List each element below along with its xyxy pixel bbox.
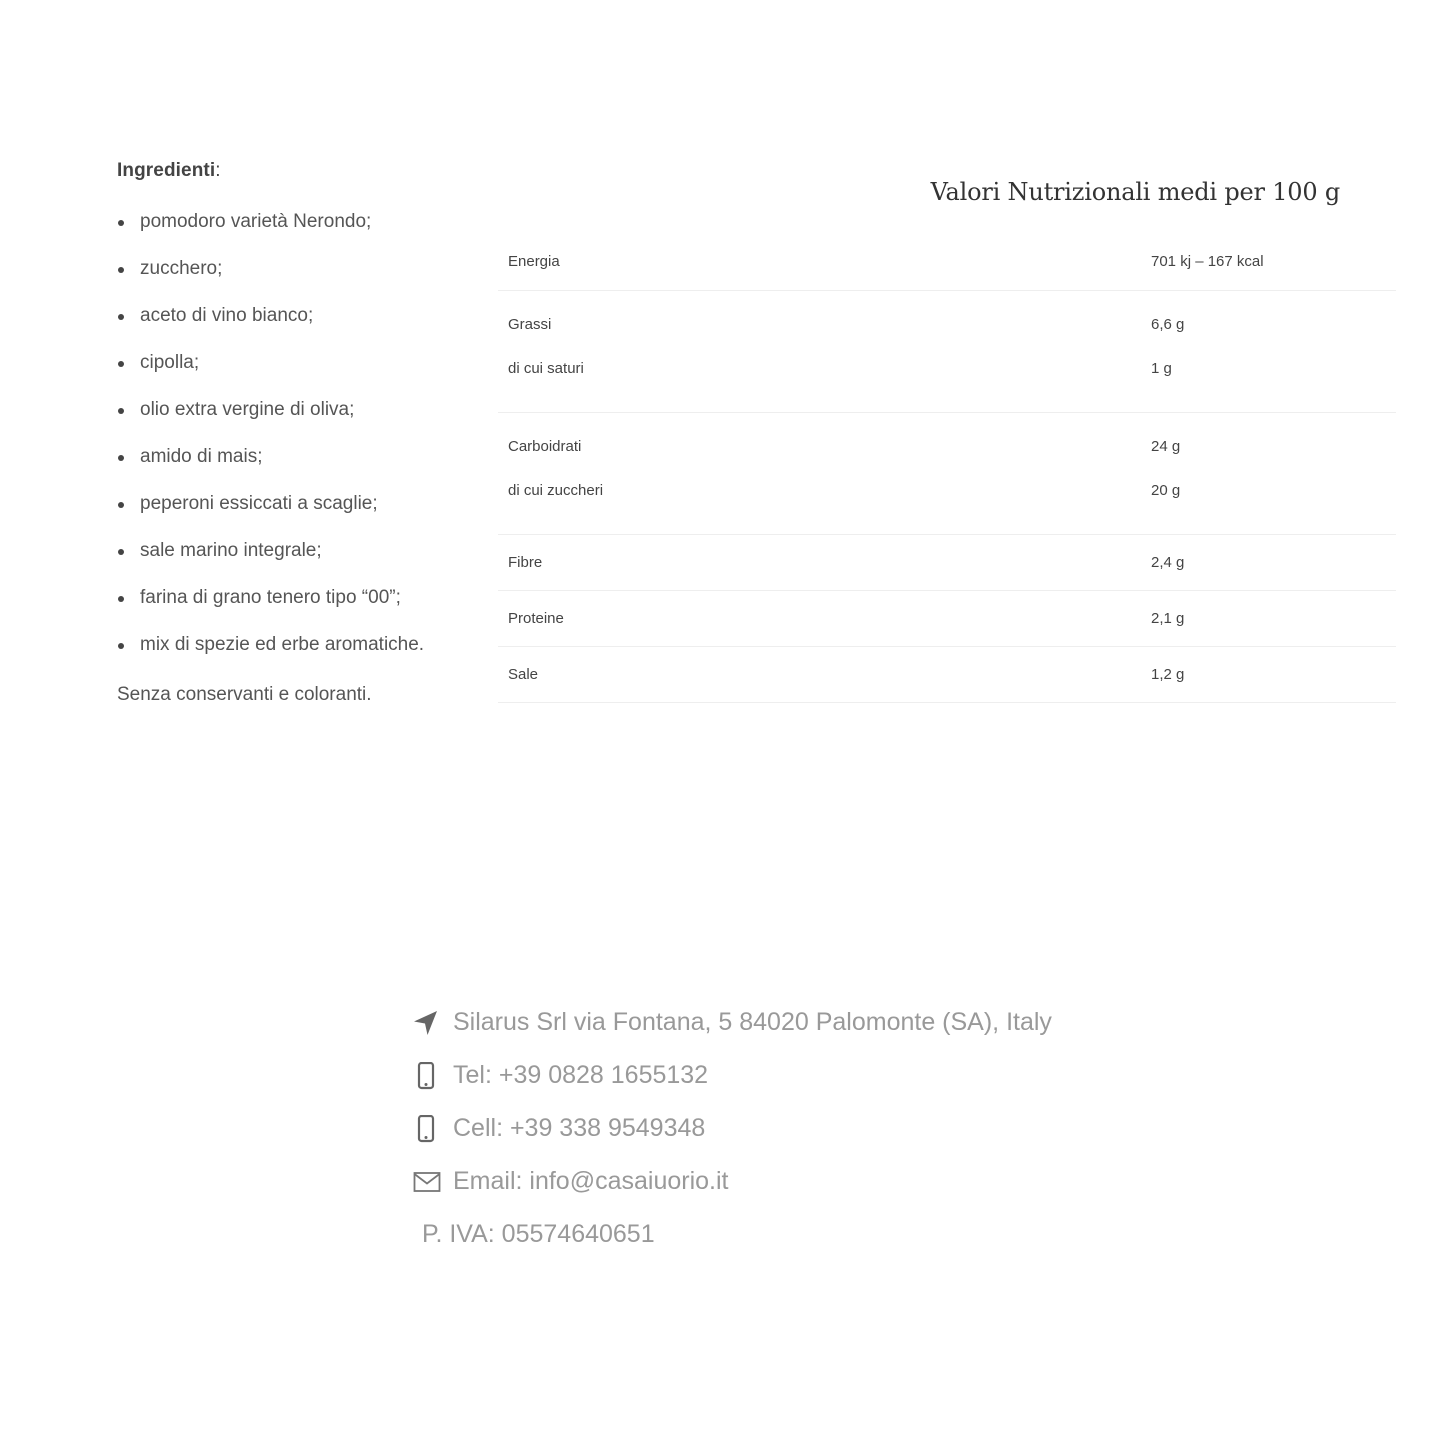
ingredients-title: Ingredienti [117,160,216,181]
contact-address [413,996,1113,1049]
nutrient-value: 1,2 g [1151,665,1185,683]
list-item: amido di mais; [117,445,477,492]
list-item: aceto di vino bianco; [117,304,477,351]
nutrient-value: 24 g [1151,437,1181,455]
list-item: zucchero; [117,257,477,304]
table-row [498,590,1396,646]
cell-text[interactable]: Cell: +39 338 9549348 [453,1114,706,1142]
mobile-phone-icon [413,1114,447,1144]
nutrient-value: 2,1 g [1151,609,1185,627]
table-row-group [498,234,1396,290]
nutrition-table [498,234,1396,703]
tel-text[interactable]: Tel: +39 0828 1655132 [453,1061,709,1089]
piva-text: P. IVA: 05574640651 [422,1220,655,1248]
table-row-group [498,646,1396,702]
contact-info [413,996,1113,1261]
nutrient-label: Fibre [508,553,543,571]
nutrient-value: 6,6 g [1151,315,1185,333]
table-row [498,534,1396,590]
ingredients-list [117,210,477,680]
contact-cell[interactable] [413,1102,1113,1155]
list-item: sale marino integrale; [117,539,477,586]
list-item: farina di grano tenero tipo “00”; [117,586,477,633]
nutrient-label: di cui saturi [508,359,584,377]
nutrition-title: Valori Nutrizionali medi per 100 g [930,178,1340,206]
envelope-icon [413,1167,447,1197]
ingredients-colon: : [215,160,221,181]
ingredients-heading [117,160,477,182]
nutrient-label: di cui zuccheri [508,481,604,499]
list-item: olio extra vergine di oliva; [117,398,477,445]
table-spacer [498,512,1396,534]
list-item: pomodoro varietà Nerondo; [117,210,477,257]
contact-email[interactable] [413,1155,1113,1208]
table-row-group [498,534,1396,590]
nutrient-value: 1 g [1151,359,1172,377]
table-spacer [498,390,1396,412]
nutrient-label: Energia [508,253,560,271]
contact-tel[interactable] [413,1049,1113,1102]
table-row-group [498,290,1396,412]
ingredients-section [117,160,477,706]
list-item: mix di spezie ed erbe aromatiche. [117,633,477,680]
list-item: peperoni essiccati a scaglie; [117,492,477,539]
address-text: Silarus Srl via Fontana, 5 84020 Palomonte (SA), Italy [453,1008,1052,1036]
ingredients-note: Senza conservanti e coloranti. [117,684,372,705]
nutrient-value: 20 g [1151,481,1181,499]
nutrient-value: 701 kj – 167 kcal [1151,253,1264,271]
table-row [498,346,1396,390]
contact-piva [413,1208,1113,1261]
table-row [498,468,1396,512]
nutrient-label: Sale [508,665,539,683]
nutrient-label: Carboidrati [508,437,582,455]
table-row [498,646,1396,702]
nutrient-value: 2,4 g [1151,553,1185,571]
table-row-group [498,590,1396,646]
table-row [498,412,1396,468]
table-row [498,234,1396,290]
list-item: cipolla; [117,351,477,398]
email-text[interactable]: Email: info@casaiuorio.it [453,1167,729,1195]
nutrient-label: Grassi [508,315,552,333]
location-arrow-icon [413,1008,447,1038]
nutrition-section [498,178,1396,703]
mobile-phone-icon [413,1061,447,1091]
table-row-group [498,412,1396,534]
nutrient-label: Proteine [508,609,564,627]
table-row [498,290,1396,346]
